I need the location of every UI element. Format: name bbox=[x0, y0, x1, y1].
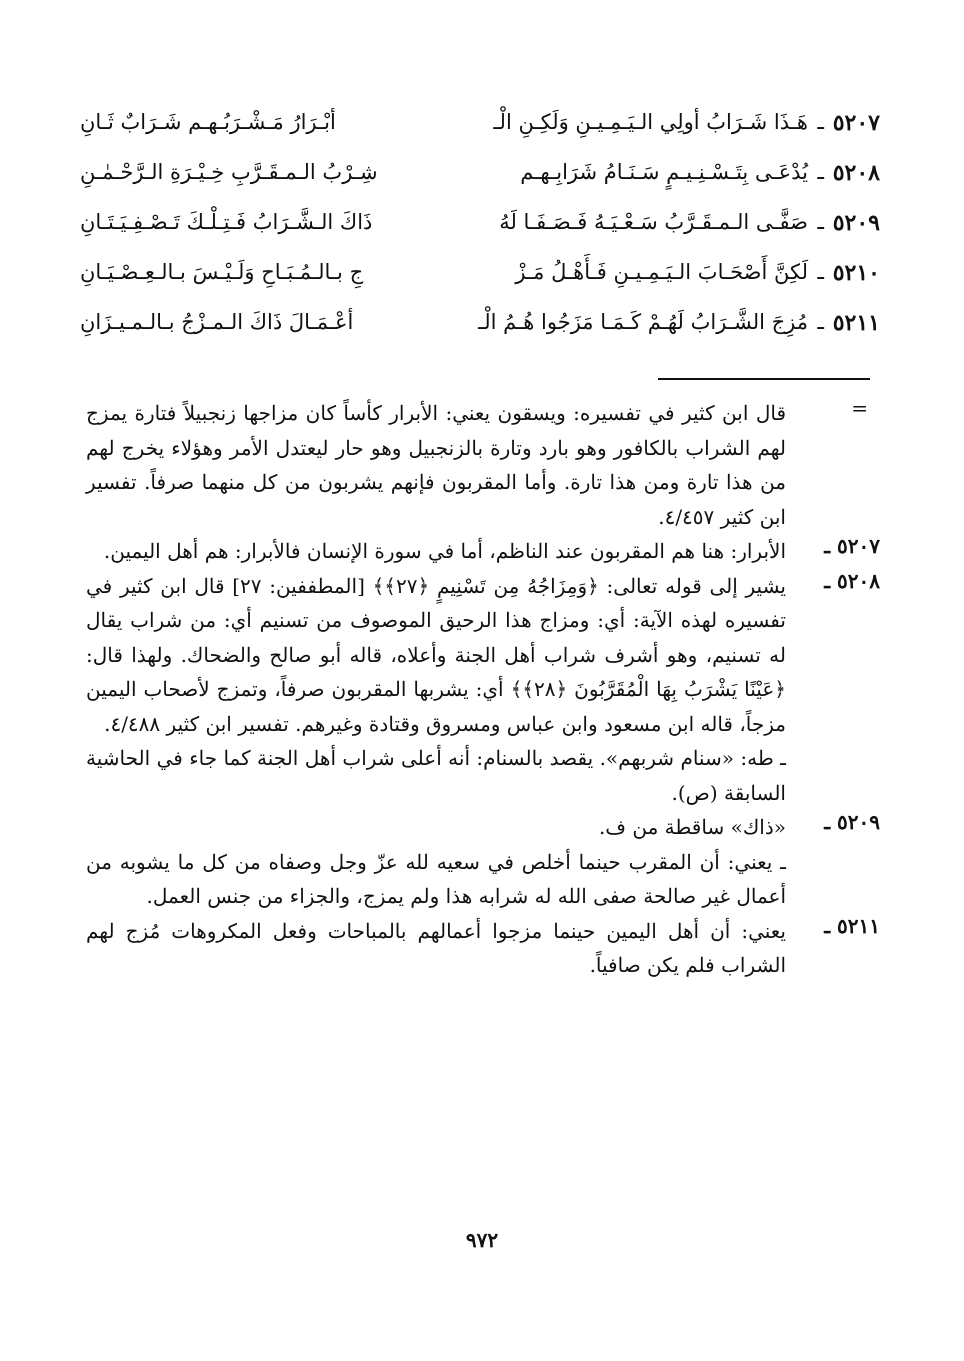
footnote-text: يعني: أن أهل اليمين حينما مزجوا أعمالهم بالمباحات وفعل المكروهات مُزج لهم الشراب فلم يكن صافياً. bbox=[86, 918, 786, 977]
first-hemistich: صَفَّـى الـمـقَـرَّبُ سَـعْـيَـهُ فَـصَـفَـا لَهُ bbox=[499, 210, 808, 234]
page-number: ٩٧٢ bbox=[465, 1228, 499, 1252]
footnote-text: ـ طه: «سنام شربهم». يقصد بالسنام: أنه أعلى شراب أهل الجنة كما جاء في الحاشية السابقة (ص). bbox=[86, 746, 786, 805]
footnote-text: «ذاك» ساقطة من ف. bbox=[598, 815, 786, 839]
footnote bbox=[86, 396, 880, 534]
second-hemistich: أعْـمَـالَ ذَاكَ الـمـزْجُ بـالـمـيـزَانِ bbox=[80, 310, 354, 334]
footnote-text: ـ يعني: أن المقرب حينما أخلص في سعيه لله عزّ وجل وصفاه من كل ما يشوبه من أعمال غير صالحة صفى الله له شرابه هذا ولم يمزج، والجزاء من جنس العمل. bbox=[86, 849, 786, 908]
verse bbox=[80, 254, 880, 304]
footnote-number: ٥٢٠٩ ـ bbox=[824, 810, 880, 834]
second-hemistich: ذَاكَ الـشَّـرَابُ فَـتِـلْـكَ تَـصْـفِـيَـتَـانِ bbox=[80, 210, 373, 234]
footnote bbox=[86, 534, 880, 569]
verse-dash: ـ bbox=[817, 160, 824, 185]
footnotes bbox=[86, 396, 880, 983]
footnote-separator bbox=[658, 378, 870, 380]
verse-number: ٥٢١٠ bbox=[832, 260, 880, 286]
verse-number: ٥٢٠٩ bbox=[832, 210, 880, 236]
footnote-number: ٥٢٠٧ ـ bbox=[824, 534, 880, 558]
footnote-text: يشير إلى قوله تعالى: ﴿وَمِزَاجُهُ مِن تَسْنِيمٍ ﴿٢٧﴾﴾ [المطففين: ٢٧] قال ابن كثير في تفسيره لهذه الآية: أي: ومزاج هذا الرحيق الموصوف من تسنيم أي: من شراب يقال له تسنيم، وهو أشرف شراب أهل الجنة وأعلاه، قاله أبو صالح والضحاك. ولهذا قال: ﴿عَيْنًا يَشْرَبُ بِهَا الْمُقَرَّبُونَ ﴿٢٨﴾﴾ أي: يشربها المقربون صرفاً، وتمزج لأصحاب اليمين مزجاً، قاله ابن مسعود وابن عباس ومسروق وقتادة وغيرهم. تفسير ابن كثير ٤/٤٨٨. bbox=[86, 573, 786, 736]
footnote bbox=[86, 569, 880, 811]
verse bbox=[80, 204, 880, 254]
second-hemistich: شِـرْبُ الـمـقَـرَّبِ خِـيْـرَةِ الـرَّحْـمٰـنِ bbox=[80, 160, 378, 184]
poem bbox=[80, 104, 880, 354]
verse bbox=[80, 104, 880, 154]
footnote-text: قال ابن كثير في تفسيره: ويسقون يعني: الأبرار كأساً كان مزاجها زنجبيلاً فتارة يمزج لهم الشراب بالكافور وهو بارد وتارة بالزنجبيل وهو حار ليعتدل الأمر وهؤلاء يخرج لهم من هذا تارة ومن هذا تارة. وأما المقربون فإنهم يشربون من كل منهما صرفاً. تفسير ابن كثير ٤/٤٥٧. bbox=[86, 401, 786, 529]
first-hemistich: مُزِجَ الشَّـرَابُ لَهُـمْ كَـمَـا مَزَجُوا هُـمُ الْـ bbox=[478, 310, 808, 334]
footnote-number: ٥٢١١ ـ bbox=[824, 913, 880, 938]
first-hemistich: لَكِنَّ أَصْحَـابَ الـيَـمِـيـنِ فَـأَهْـلُ مَـزْ bbox=[515, 260, 808, 284]
first-hemistich: هَـذَا شَـرَابُ أولِي الـيَـمِـيـنِ وَلَكِـنِ الْـ bbox=[493, 110, 808, 134]
verse-dash: ـ bbox=[817, 110, 824, 135]
footnote-number: = bbox=[851, 396, 868, 420]
verse-dash: ـ bbox=[817, 210, 824, 235]
verse bbox=[80, 154, 880, 204]
verse-number: ٥٢٠٧ bbox=[832, 110, 880, 136]
verse-number: ٥٢١١ bbox=[832, 310, 880, 336]
footnote-number: ٥٢٠٨ ـ bbox=[824, 568, 880, 593]
verse-number: ٥٢٠٨ bbox=[832, 160, 880, 186]
footnote bbox=[86, 810, 880, 914]
verse-dash: ـ bbox=[817, 310, 824, 335]
footnote bbox=[86, 914, 880, 983]
verse bbox=[80, 304, 880, 354]
second-hemistich: جِ بـالـمُـبَـاحِ وَلَـيْـسَ بـالـعِـصْـيَـانِ bbox=[80, 260, 364, 284]
second-hemistich: أبْـرَارُ مَـشْـرَبُـهـم شَـرَابٌ ثَـانِ bbox=[80, 110, 336, 134]
verse-dash: ـ bbox=[817, 260, 824, 285]
first-hemistich: يُدْعَـى بِتَـسْـنِـيـمٍ سَـنَـامُ شَرَابِـهـم bbox=[520, 160, 808, 184]
footnote-text: الأبرار: هنا هم المقربون عند الناظم، أما في سورة الإنسان فالأبرار: هم أهل اليمين. bbox=[103, 539, 786, 563]
